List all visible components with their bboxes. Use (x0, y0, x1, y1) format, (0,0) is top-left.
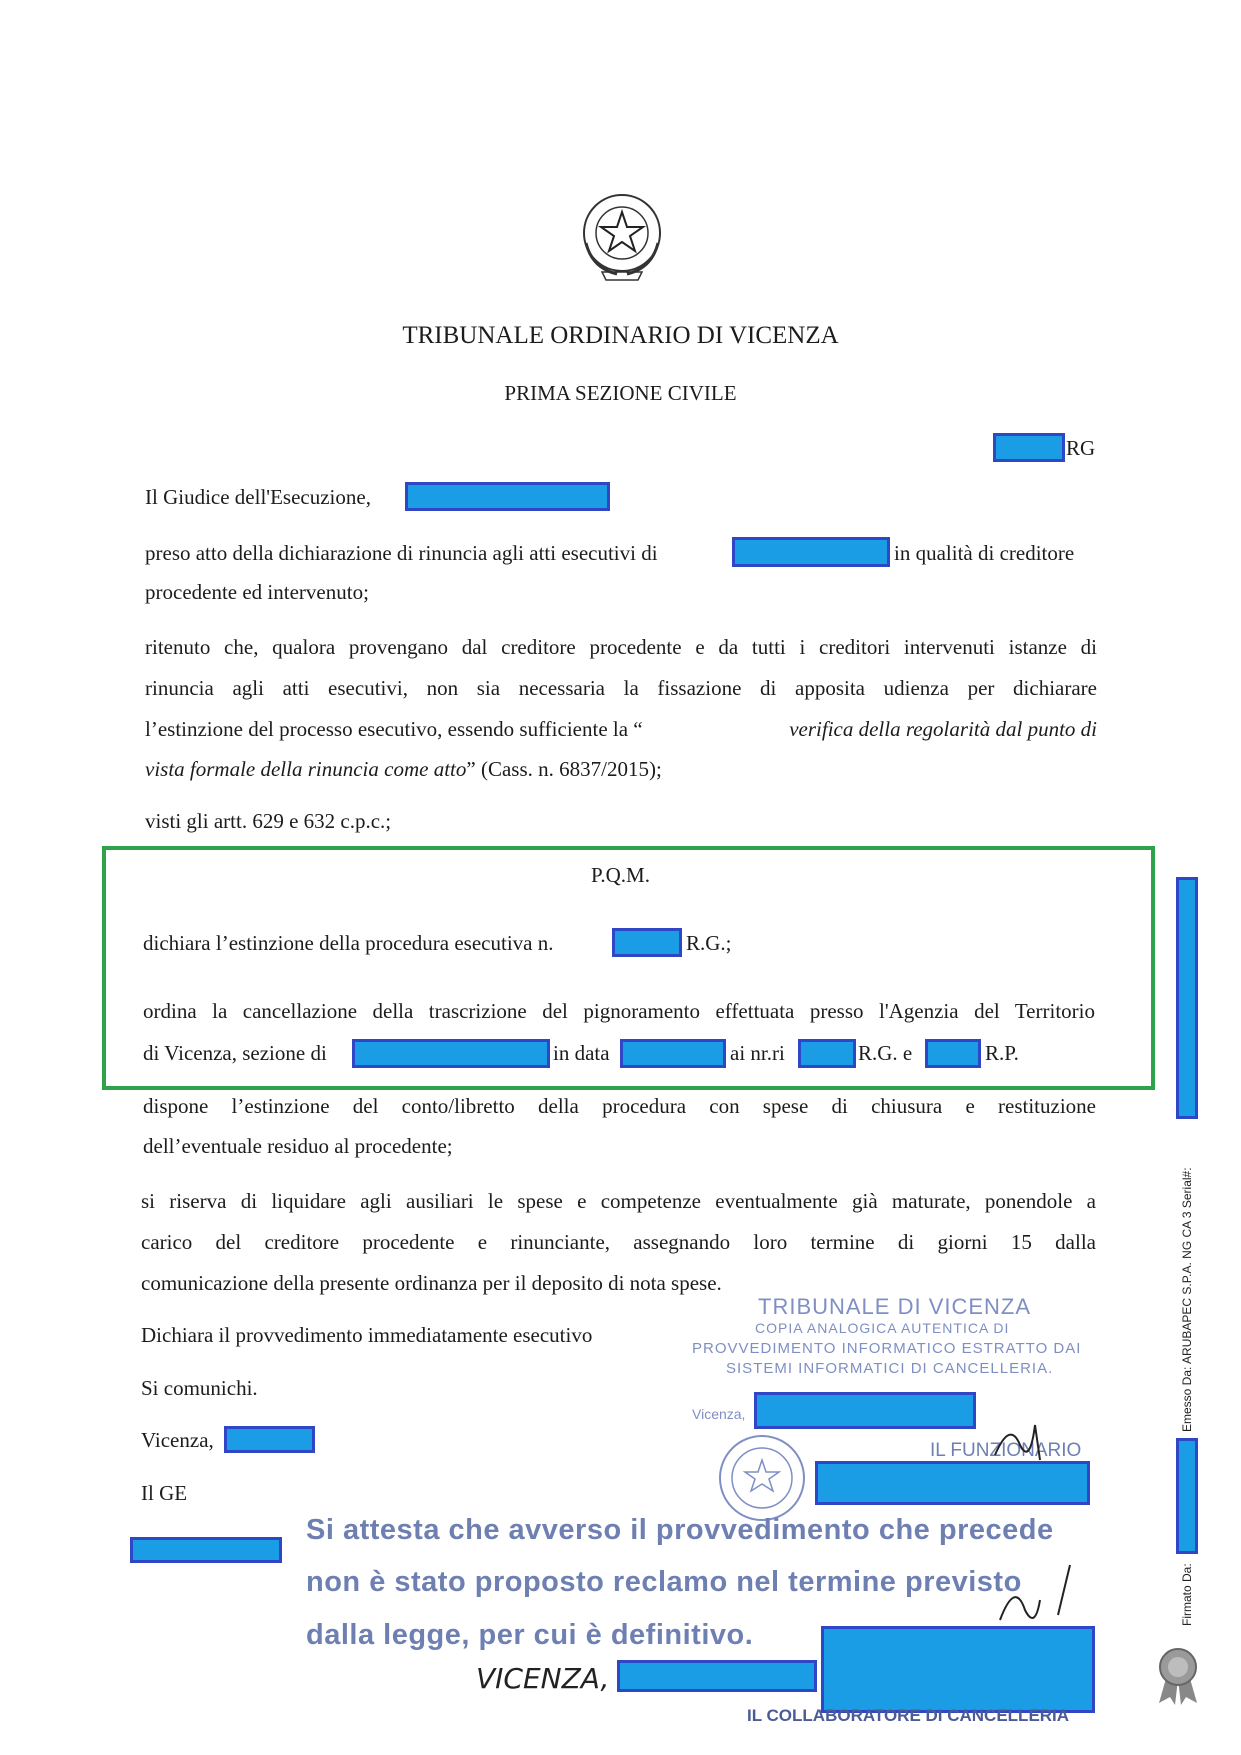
pqm-order-line2-e: R.P. (985, 1041, 1019, 1065)
pqm-order-line2-a: di Vicenza, sezione di (143, 1041, 327, 1065)
court-title: TRIBUNALE ORDINARIO DI VICENZA (402, 322, 839, 349)
redacted-section (352, 1039, 550, 1068)
pqm-declare-a: dichiara l’estinzione della procedura esecutiva n. (143, 931, 554, 955)
redacted-procedure-number (612, 928, 682, 957)
stamp-funzionario: IL FUNZIONARIO (930, 1440, 1082, 1461)
attestation-line1: Si attesta che avverso il provvedimento che precede (306, 1514, 1054, 1546)
pqm-order-line2-b: in data (553, 1041, 610, 1065)
redacted-creditor (732, 537, 890, 567)
certificate-ribbon-icon (1153, 1645, 1203, 1705)
handwritten-place: VICENZA, (476, 1662, 610, 1695)
signature-funzionario (990, 1415, 1060, 1465)
redacted-attestation-date (617, 1660, 817, 1692)
dispone-line2: dell’eventuale residuo al procedente; (143, 1134, 453, 1158)
stamp-line3: PROVVEDIMENTO INFORMATICO ESTRATTO DAI (692, 1340, 1082, 1357)
riserva-line2: carico del creditore procedente e rinunciante, assegnando loro termine di giorni 15 dalla (141, 1230, 1096, 1254)
rg-label: RG (1066, 436, 1096, 460)
redacted-funzionario-name (815, 1461, 1090, 1505)
redacted-stamp-date (754, 1392, 976, 1429)
stamp-vicenza: Vicenza, (692, 1406, 746, 1422)
para1-line1-b: in qualità di creditore (894, 541, 1075, 565)
side-issued-by: Emesso Da: ARUBAPEC S.P.A. NG CA 3 Serial#: (1180, 1167, 1194, 1432)
pqm-declare-b: R.G.; (686, 931, 732, 955)
para2-line4-a: vista formale della rinuncia come atto (145, 757, 467, 781)
pqm-order-line1: ordina la cancellazione della trascrizione del pignoramento effettuata presso l'Agenzia del Territorio (143, 999, 1095, 1023)
riserva-line3: comunicazione della presente ordinanza per il deposito di nota spese. (141, 1271, 722, 1295)
pqm-title: P.Q.M. (591, 863, 650, 887)
attestation-line2: non è stato proposto reclamo nel termine previsto (306, 1566, 1022, 1598)
para1-line1-a: preso atto della dichiarazione di rinuncia agli atti esecutivi di (145, 541, 658, 565)
redacted-date (620, 1039, 726, 1068)
place-line: Vicenza, (141, 1428, 214, 1452)
redacted-serial (1176, 877, 1198, 1119)
republic-emblem (572, 188, 672, 288)
para1-line2: procedente ed intervenuto; (145, 580, 369, 604)
judge-line: Il Giudice dell'Esecuzione, (145, 485, 371, 509)
pqm-order-line2-d: R.G. e (858, 1041, 913, 1065)
redacted-rg-number (993, 433, 1065, 462)
para2-line3 (145, 716, 1097, 742)
redacted-judge-name (405, 482, 610, 511)
stamp-line4: SISTEMI INFORMATICI DI CANCELLERIA. (726, 1360, 1054, 1377)
attestation-line3: dalla legge, per cui è definitivo. (306, 1619, 754, 1651)
redacted-rp-nr (925, 1039, 981, 1068)
redacted-collaboratore-name (821, 1626, 1095, 1713)
ge-line: Il GE (141, 1481, 188, 1505)
para2-line3-a: l’estinzione del processo esecutivo, essendo sufficiente la “ (145, 717, 643, 741)
round-seal-icon (716, 1432, 808, 1524)
para2-line1: ritenuto che, qualora provengano dal creditore procedente e da tutti i creditori intervenuti istanze di (145, 635, 1097, 659)
redacted-signing-date (224, 1426, 315, 1453)
dispone-line1: dispone l’estinzione del conto/libretto della procedura con spese di chiusura e restituzione (143, 1094, 1096, 1118)
para2-line4-b: ” (Cass. n. 6837/2015); (466, 757, 662, 781)
redacted-ge-name (130, 1537, 282, 1563)
stamp-line1: TRIBUNALE DI VICENZA (758, 1294, 1032, 1319)
dichiara-line: Dichiara il provvedimento immediatamente esecutivo (141, 1323, 593, 1347)
section-title: PRIMA SEZIONE CIVILE (504, 381, 737, 405)
signature-collaboratore (990, 1560, 1090, 1630)
visti-line: visti gli artt. 629 e 632 c.p.c.; (145, 809, 392, 833)
collaboratore-label: IL COLLABORATORE DI CANCELLERIA (747, 1706, 1070, 1725)
riserva-line1: si riserva di liquidare agli ausiliari le spese e competenze eventualmente già maturate, ponendole a (141, 1189, 1096, 1213)
para2-line2: rinuncia agli atti esecutivi, non sia necessaria la fissazione di apposita udienza per dichiarare (145, 676, 1097, 700)
comunichi-line: Si comunichi. (141, 1376, 258, 1400)
para2-line3-b: verifica della regolarità dal punto di (789, 717, 1097, 741)
para2-line4 (145, 756, 662, 782)
redacted-signer (1176, 1438, 1198, 1554)
side-signed-by: Firmato Da: (1180, 1563, 1194, 1626)
pqm-order-line2-c: ai nr.ri (730, 1041, 785, 1065)
stamp-line2: COPIA ANALOGICA AUTENTICA DI (755, 1320, 1010, 1336)
redacted-rg-nr (798, 1039, 856, 1068)
